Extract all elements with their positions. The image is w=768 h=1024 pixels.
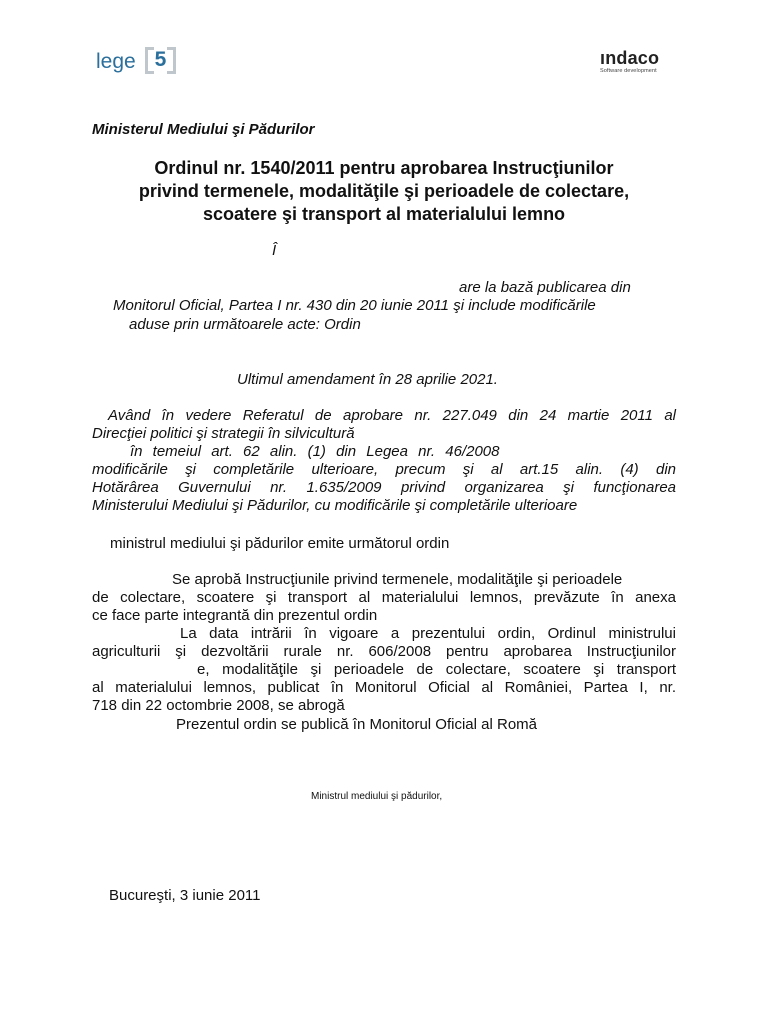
article-2-line-1: La data intrării în vigoare a prezentului ordin, Ordinul ministrului — [180, 625, 676, 642]
preamble-line-3: în temeiul art. 62 alin. (1) din Legea nr. 46/2008 — [130, 443, 500, 460]
intro-line-3: aduse prin următoarele acte: Ordin — [129, 316, 361, 333]
article-2-line-2: agriculturii şi dezvoltării rurale nr. 606/2008 pentru aprobarea Instrucţiunilor — [92, 643, 676, 660]
article-2-line-4: al materialului lemnos, publicat în Monitorul Oficial al României, Partea I, nr. — [92, 679, 676, 696]
preamble-line-5: Hotărârea Guvernului nr. 1.635/2009 privind organizarea şi funcţionarea — [92, 479, 676, 496]
article-1-line-2: de colectare, scoatere şi transport al materialului lemnos, prevăzute în anexa — [92, 589, 676, 606]
document-title-line-1: Ordinul nr. 1540/2011 pentru aprobarea Instrucţiunilor — [154, 158, 614, 178]
indaco-logo-name: ındaco — [600, 48, 660, 68]
intro-i-mark: Î — [272, 242, 277, 259]
preamble-line-6: Ministerului Mediului şi Pădurilor, cu modificările şi completările ulterioare — [92, 497, 578, 514]
article-3-line-1: Prezentul ordin se publică în Monitorul Oficial al Romă — [176, 716, 538, 733]
article-1-line-1: Se aprobă Instrucţiunile privind termenele, modalităţile şi perioadele — [172, 571, 623, 588]
lege5-logo-box — [145, 47, 176, 74]
preamble-line-2: Direcţiei politici şi strategii în silvicultură — [92, 425, 355, 442]
indaco-logo — [600, 48, 672, 78]
indaco-logo-tagline: Software development — [600, 68, 657, 74]
preamble-line-4: modificările şi completările ulterioare, precum şi al art.15 alin. (4) din — [92, 461, 676, 478]
document-title-line-2: privind termenele, modalităţile şi perioadele de colectare, — [138, 181, 630, 201]
ministry-heading: Ministerul Mediului şi Pădurilor — [92, 121, 315, 138]
minister-signature-label: Ministrul mediului şi pădurilor, — [311, 791, 443, 802]
decree-issuance: ministrul mediului şi pădurilor emite următorul ordin — [110, 535, 450, 552]
lege5-logo-number: 5 — [154, 48, 167, 71]
last-amendment: Ultimul amendament în 28 aprilie 2021. — [237, 371, 498, 388]
article-2-line-3: e, modalităţile şi perioadele de colectare, scoatere şi transport — [197, 661, 676, 678]
lege5-logo — [92, 44, 188, 78]
article-1-line-3: ce face parte integrantă din prezentul ordin — [92, 607, 378, 624]
intro-line-2: Monitorul Oficial, Partea I nr. 430 din 20 iunie 2011 şi include modificările — [113, 297, 596, 314]
article-2-line-5: 718 din 22 octombrie 2008, se abrogă — [92, 697, 345, 714]
intro-line-1: are la bază publicarea din — [459, 279, 631, 296]
document-title-line-3: scoatere şi transport al materialului lemno — [202, 204, 566, 224]
lege5-logo-text: lege — [96, 50, 136, 73]
preamble-line-1: Având în vedere Referatul de aprobare nr. 227.049 din 24 martie 2011 al — [108, 407, 676, 424]
indaco-logo-text — [600, 48, 659, 69]
place-and-date: Bucureşti, 3 iunie 2011 — [109, 887, 261, 904]
